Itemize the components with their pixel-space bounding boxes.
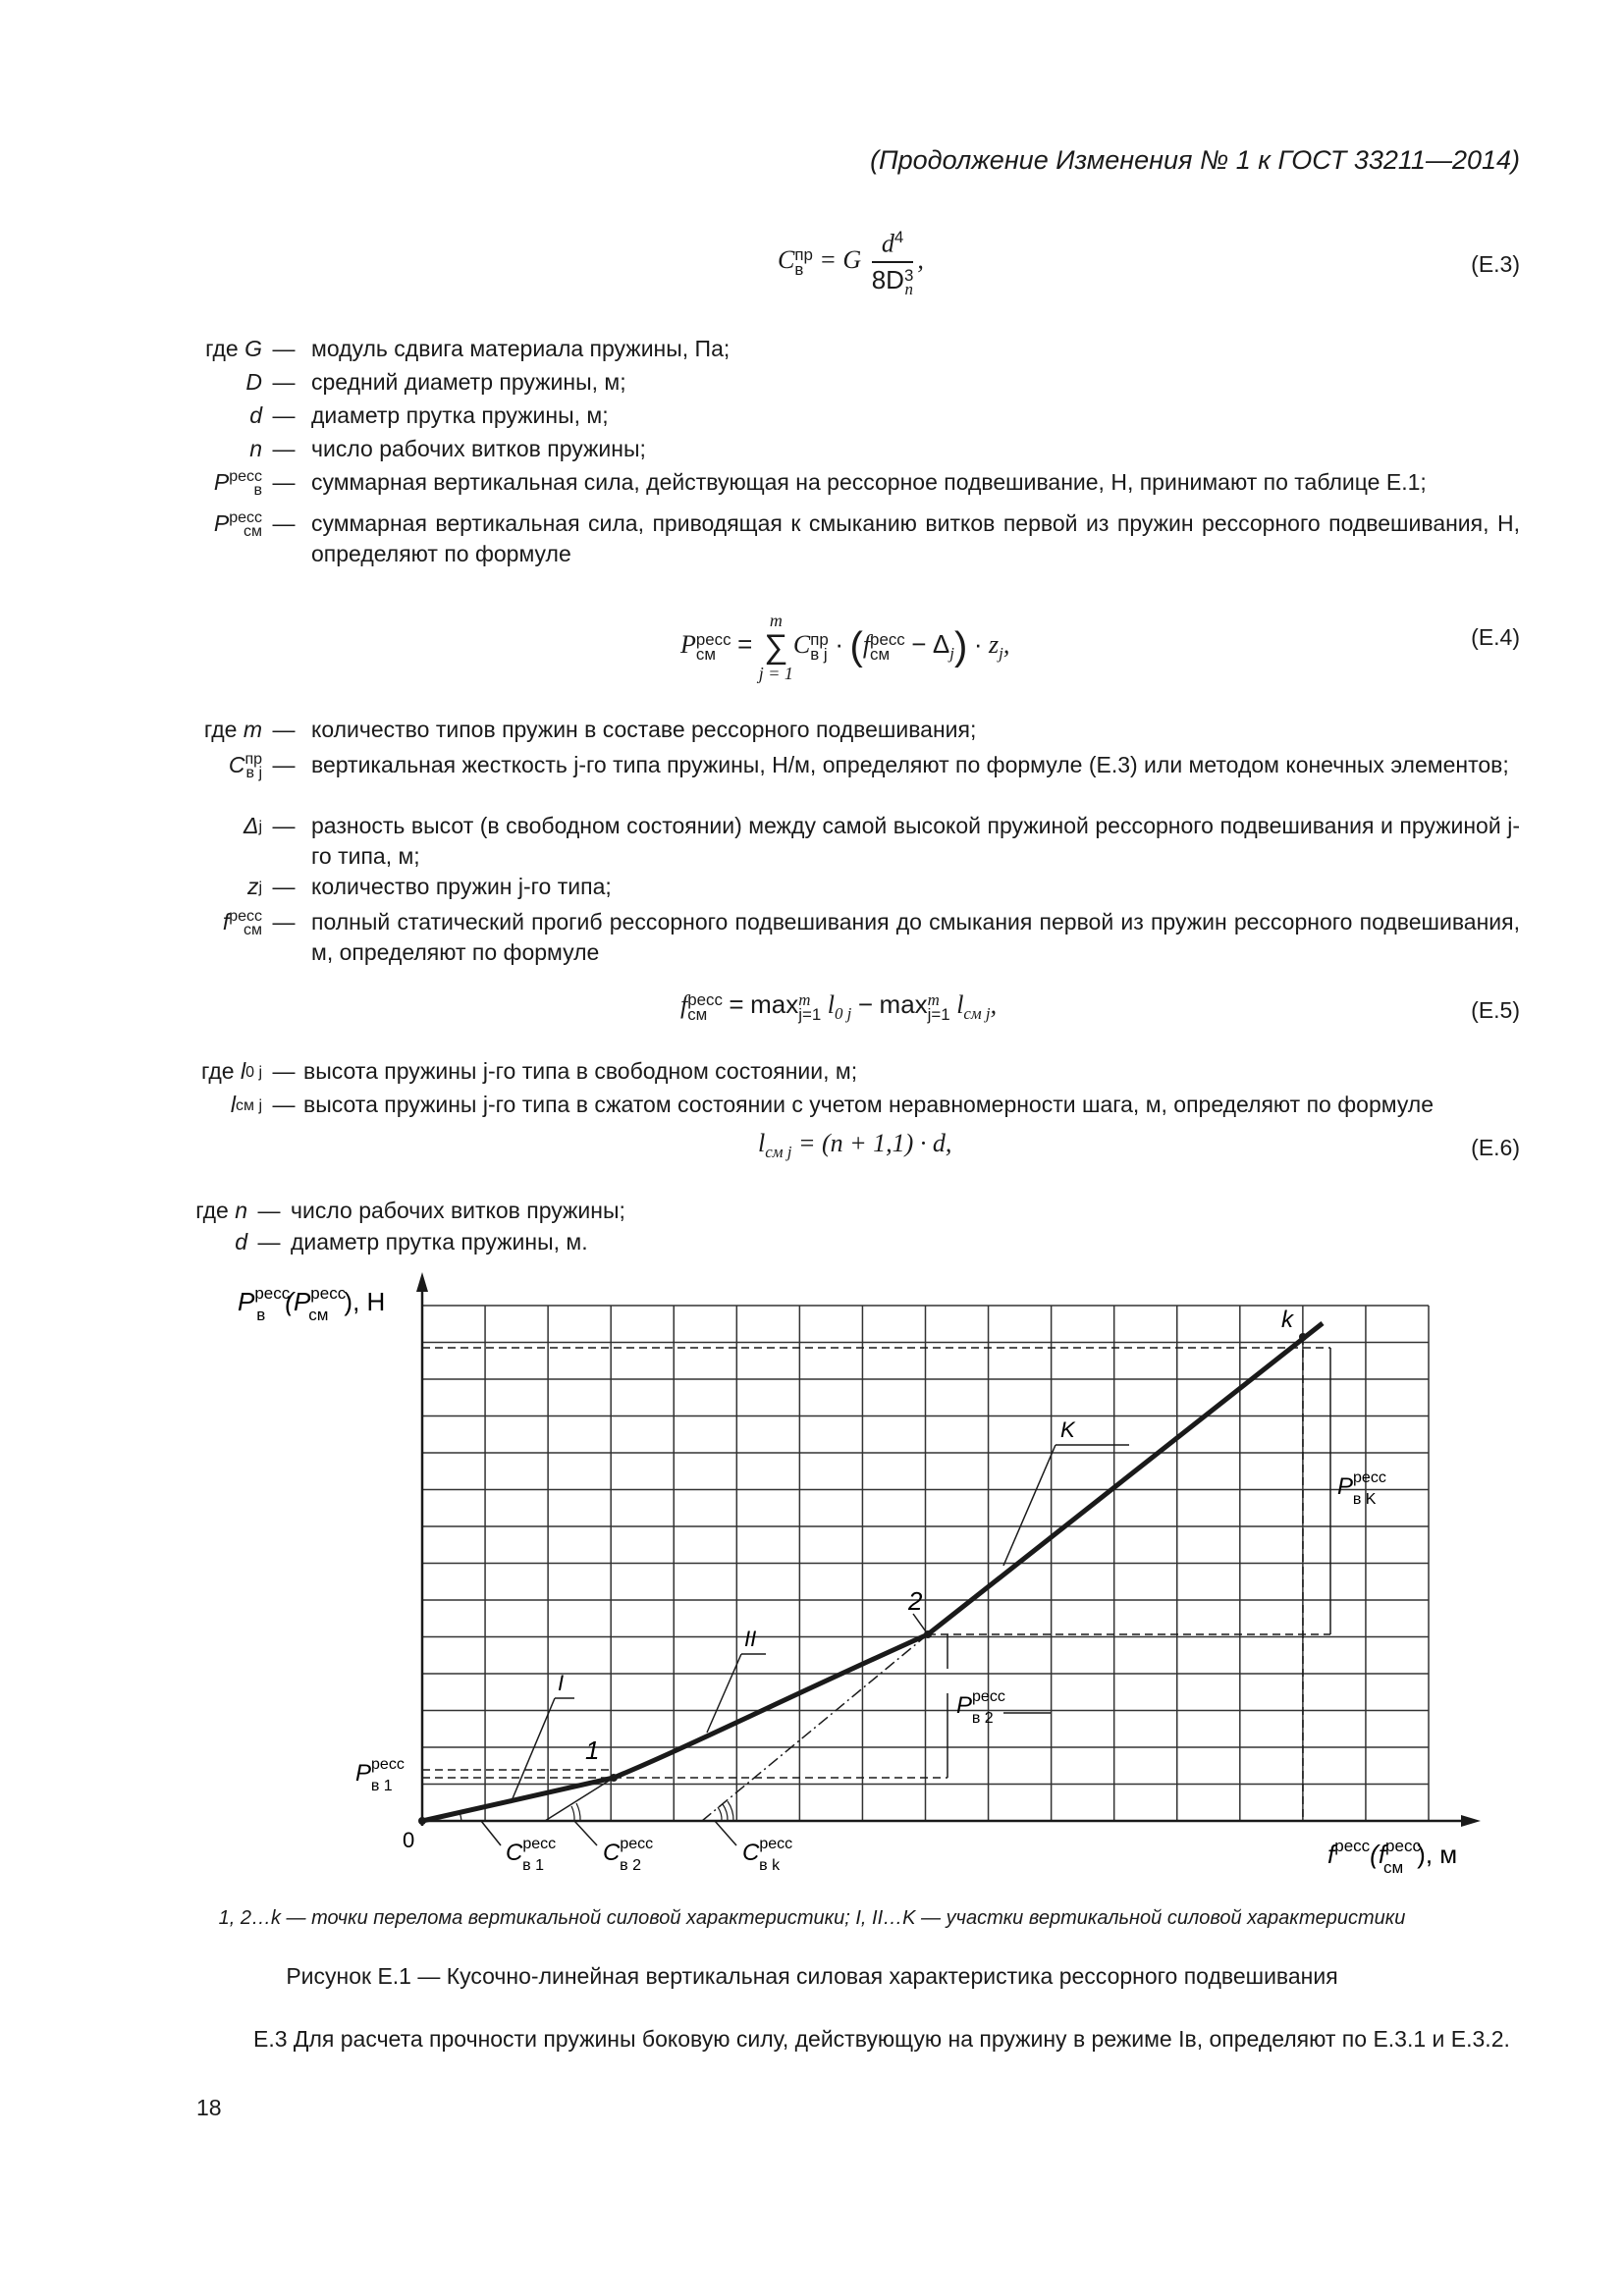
eq4-f-sub: см	[870, 645, 891, 664]
defs1-text: суммарная вертикальная сила, приводящая к смыканию витков первой из пружин рессорного подвешивания, Н, определяют по формуле	[311, 510, 1520, 566]
leader-ck	[715, 1821, 736, 1845]
eq3-number: (Е.3)	[1471, 251, 1520, 277]
defs1-symbol-3-symbol: n	[249, 436, 262, 461]
eq4-sum: m ∑ j = 1	[758, 611, 793, 683]
segment-1-label: I	[558, 1671, 565, 1695]
leader-c2	[574, 1821, 597, 1845]
eq3-lhs-sup: пр	[794, 244, 813, 264]
eq3-tail: ,	[917, 244, 924, 274]
c2-label: $C^{ресс}$ в 2	[603, 1836, 654, 1874]
eq4-lhs: P	[680, 629, 696, 659]
defs2-dash: —	[272, 752, 296, 777]
y-axis-arrow	[416, 1272, 428, 1292]
point-1-label: 1	[585, 1735, 600, 1765]
figure-caption: Рисунок Е.1 — Кусочно-линейная вертикальная силовая характеристика рессорного подвешивания	[286, 1963, 1338, 1989]
eq3-lhs-sub: в	[794, 259, 804, 279]
defs1-symbol-0-symbol: G	[244, 336, 262, 361]
defs1-symbol-1-symbol: D	[245, 369, 262, 395]
defs3-symbol-1-symbol: l	[230, 1092, 236, 1117]
defs2-symbol-1-sup: пр	[244, 750, 262, 768]
leader-c1	[481, 1821, 501, 1845]
defs4-symbol-1-symbol: d	[235, 1229, 247, 1255]
formula-e3	[778, 228, 924, 296]
eq5-max-1-sup: m	[798, 990, 811, 1010]
defs1-text: суммарная вертикальная сила, действующая на рессорное подвешивание, Н, принимают по таблице Е.1;	[311, 469, 1427, 495]
page-number: 18	[196, 2095, 222, 2120]
eq6-lhs: l	[758, 1129, 766, 1157]
eq4-f-sup: ресс	[870, 630, 905, 649]
formula-e6	[758, 1129, 951, 1162]
p1-label: $P^{ресс}$ в 1	[355, 1756, 405, 1794]
y-axis-label: $P^{ресс}$ в ($P^{ресс}$ см ), Н	[238, 1284, 386, 1324]
defs3-symbol-0-prefix: где	[201, 1058, 235, 1084]
defs2-text: количество пружин j-го типа;	[311, 874, 612, 899]
eq4-c-sub: в j	[810, 645, 828, 664]
defs2-symbol-4-scripts	[229, 907, 262, 938]
paragraph-e3: Е.3 Для расчета прочности пружины боковую силу, действующую на пружину в режиме Iв, определяют по Е.3.1 и Е.3.2.	[253, 2026, 1510, 2052]
defs2-text: полный статический прогиб рессорного подвешивания до смыкания первой из пружин рессорного подвешивания, м, определяют по формуле	[311, 909, 1520, 965]
defs1-dash: —	[272, 369, 296, 395]
characteristic-curve	[422, 1323, 1323, 1821]
defs2-symbol-2	[244, 813, 262, 838]
defs1-symbol-4-sup: ресс	[229, 467, 262, 485]
defs2-dash: —	[272, 874, 296, 899]
defs4-symbol-0	[195, 1198, 247, 1223]
eq3-den: 8D	[871, 264, 904, 294]
defs1-symbol-0	[205, 336, 262, 361]
defs1-text: средний диаметр пружины, м;	[311, 369, 626, 395]
defs3-symbol-1	[231, 1092, 262, 1117]
eq3-eq: = G	[819, 244, 862, 274]
defs2-symbol-3	[247, 874, 262, 899]
defs2-symbol-1-scripts	[244, 750, 262, 781]
defs2-symbol-0-prefix: где	[203, 717, 238, 742]
p2-label: $P^{ресс}$ в 2	[956, 1688, 1005, 1727]
defs1-sym-box	[214, 467, 262, 498]
eq3-lhs: C	[778, 244, 795, 274]
eq4-lhs-sup: ресс	[695, 630, 731, 649]
defs3-text: высота пружины j-го типа в сжатом состоянии с учетом неравномерности шага, м, определяют по формуле	[303, 1092, 1435, 1117]
eq5-lhs-sup: ресс	[687, 990, 723, 1010]
defs1-symbol-0-prefix: где	[205, 336, 239, 361]
defs1-symbol-4-sub: в	[253, 481, 262, 499]
defs1-sym-box	[245, 367, 262, 398]
defs2-symbol-2-scripts	[258, 818, 262, 835]
defs3-symbol-1-sub: см j	[236, 1096, 262, 1114]
defs2-symbol-0	[204, 717, 262, 742]
defs1-dash: —	[272, 402, 296, 428]
origin-label: 0	[403, 1828, 415, 1852]
eq6-number: (Е.6)	[1471, 1135, 1520, 1160]
defs2-symbol-3-symbol: z	[246, 874, 259, 899]
defs2-text: количество типов пружин в составе рессорного подвешивания;	[311, 717, 977, 742]
defs4-symbol-0-prefix: где	[195, 1198, 229, 1223]
eq4-delta: Δ	[932, 628, 950, 659]
point-1-marker	[610, 1774, 618, 1782]
x-axis-arrow	[1461, 1815, 1481, 1827]
defs1-symbol-4	[213, 467, 262, 499]
defs1-symbol-3	[249, 436, 262, 461]
defs2-text: разность высот (в свободном состоянии) между самой высокой пружиной рессорного подвешивания и пружиной j-го типа, м;	[311, 813, 1520, 869]
formula-e4: P ресс см = m ∑ j = 1 C пр в j · (f ресс см − $\Delta_j) \cdot z_j$,	[680, 611, 1010, 683]
segment-2-label: II	[744, 1627, 757, 1651]
eq5-max-1: max	[750, 989, 799, 1019]
eq4-z: z	[989, 629, 1000, 659]
defs2-symbol-0-symbol: m	[243, 717, 262, 742]
point-k-label: k	[1281, 1307, 1293, 1333]
defs2-symbol-1-sub: в j	[245, 764, 262, 781]
eq6-lhs-sub: см j	[765, 1143, 792, 1162]
defs3-symbol-0-sub: 0 j	[245, 1063, 262, 1081]
defs1-sym-box	[214, 508, 262, 539]
defs1-sym-box	[249, 434, 262, 464]
figure-legend: 1, 2…k — точки перелома вертикальной силовой характеристики; I, II…K — участки вертикальной силовой характеристики	[218, 1907, 1406, 1929]
arc-ck-a	[718, 1807, 722, 1821]
grid	[422, 1306, 1429, 1821]
eq4-c-sup: пр	[810, 630, 829, 649]
defs1-symbol-4-scripts	[229, 467, 262, 499]
eq5-max-2-sup: m	[927, 990, 940, 1010]
defs2-sym-box	[229, 750, 262, 780]
segment-k-label: K	[1060, 1417, 1075, 1442]
defs2-symbol-4-symbol: f	[222, 909, 230, 934]
formula-e5: f ресс см = max m j=1 $l_{0 j} - \max$ m j=1 $l_{см j}$,	[680, 989, 998, 1025]
defs1-symbol-1	[245, 369, 262, 395]
defs1-text: число рабочих витков пружины;	[311, 436, 646, 461]
eq3-den-sub: n	[904, 279, 913, 298]
defs1-symbol-5-sup: ресс	[229, 508, 262, 526]
eq5-max-1-sub: j=1	[798, 1005, 822, 1025]
defs1-dash: —	[272, 336, 296, 361]
defs2-symbol-4	[222, 907, 262, 938]
defs2-symbol-3-scripts	[258, 881, 262, 895]
eq3-num-sup: 4	[893, 228, 904, 246]
x-axis-label: $f^{ресс}(f^{ресс}$ см ), м	[1327, 1837, 1458, 1877]
defs1-symbol-5-sub: см	[244, 522, 262, 540]
defs4-text: число рабочих витков пружины;	[291, 1198, 625, 1223]
defs4-symbol-1	[235, 1229, 247, 1255]
defs4-text: диаметр прутка пружины, м.	[291, 1229, 588, 1255]
point-2-label: 2	[908, 1586, 923, 1616]
defs3-sym-box	[201, 1056, 262, 1087]
defs2-dash: —	[272, 813, 296, 838]
defs3-dash: —	[272, 1092, 296, 1117]
defs4-dash: —	[257, 1229, 281, 1255]
defs2-symbol-4-sub: см	[244, 921, 262, 938]
defs1-sym-box	[205, 334, 262, 364]
defs2-sym-box	[247, 872, 262, 902]
eq4-c: C	[792, 629, 811, 659]
eq3-den-sup: 3	[903, 265, 914, 285]
defs4-sym-box	[195, 1196, 247, 1226]
point-origin	[418, 1817, 426, 1825]
defs2-sym-box	[204, 715, 262, 745]
point-k-marker	[1299, 1333, 1307, 1341]
defs2-dash: —	[272, 717, 296, 742]
defs2-sym-box	[244, 811, 262, 841]
defs1-symbol-5	[213, 508, 262, 540]
defs2-text: вертикальная жесткость j-го типа пружины, Н/м, определяют по формуле (Е.3) или методом конечных элементов;	[311, 752, 1509, 777]
defs1-text: диаметр прутка пружины, м;	[311, 402, 609, 428]
defs4-sym-box	[235, 1227, 247, 1257]
eq5-lsm-sub: см j	[963, 1004, 991, 1024]
defs1-text: модуль сдвига материала пружины, Па;	[311, 336, 731, 361]
defs1-dash: —	[272, 436, 296, 461]
eq4-f: f	[862, 629, 871, 659]
defs2-symbol-3-sub: j	[258, 879, 262, 896]
pk-label: $P^{ресс}$ в K	[1337, 1469, 1386, 1508]
eq5-l0: l	[827, 990, 835, 1019]
defs2-symbol-2-symbol: Δ	[244, 813, 259, 838]
defs1-symbol-5-symbol: P	[213, 510, 230, 536]
eq3-fraction	[872, 228, 914, 296]
defs1-symbol-2	[249, 402, 262, 428]
eq4-delta-sub: j	[949, 644, 954, 664]
c1-label: $C^{ресс}$ в 1	[506, 1836, 557, 1874]
defs1-symbol-2-symbol: d	[249, 402, 262, 428]
eq4-number: (Е.4)	[1471, 624, 1520, 650]
running-header: (Продолжение Изменения № 1 к ГОСТ 33211—2014)	[870, 145, 1520, 175]
defs3-symbol-0	[201, 1058, 262, 1084]
defs4-dash: —	[257, 1198, 281, 1223]
leader-segk	[1003, 1445, 1056, 1566]
defs3-text: высота пружины j-го типа в свободном состоянии, м;	[303, 1058, 858, 1084]
eq5-lsm: l	[956, 990, 964, 1019]
eq4-sum-top: m	[769, 611, 783, 630]
defs3-dash: —	[272, 1058, 296, 1084]
defs2-symbol-1	[228, 750, 262, 781]
arc-ck-c	[728, 1801, 733, 1821]
defs3-symbol-1-scripts	[236, 1096, 262, 1114]
eq5-max-2-sub: j=1	[927, 1005, 950, 1025]
defs3-symbol-0-scripts	[245, 1063, 262, 1081]
defs1-symbol-4-symbol: P	[213, 469, 230, 495]
defs2-symbol-1-symbol: C	[228, 752, 245, 777]
arc-c2-b	[576, 1803, 580, 1821]
defs3-sym-box	[231, 1090, 262, 1120]
eq4-lhs-sub: см	[695, 645, 716, 664]
eq5-lhs: f	[680, 990, 688, 1019]
eq4-sum-bottom: j = 1	[758, 664, 793, 683]
eq4-z-sub: j	[999, 644, 1003, 664]
dashdot-k-extension	[702, 1634, 928, 1821]
eq3-num: d	[881, 229, 894, 258]
figure-e1-chart	[0, 1266, 1624, 1904]
defs1-dash: —	[272, 469, 296, 495]
eq5-l0-sub: 0 j	[834, 1004, 852, 1024]
eq5-number: (Е.5)	[1471, 997, 1520, 1023]
eq5-lhs-sub: см	[687, 1005, 708, 1025]
defs2-symbol-2-sub: j	[258, 818, 262, 835]
eq5-max-2: max	[879, 989, 928, 1019]
defs4-symbol-0-symbol: n	[235, 1198, 247, 1223]
defs1-sym-box	[249, 400, 262, 431]
defs2-symbol-4-sup: ресс	[229, 907, 262, 925]
ck-label: $C^{ресс}$ в k	[742, 1836, 793, 1874]
arc-c2-a	[571, 1806, 574, 1821]
defs2-dash: —	[272, 909, 296, 934]
arc-ck-b	[723, 1804, 728, 1821]
eq6-rhs: = (n + 1,1) · d,	[797, 1129, 952, 1157]
defs2-sym-box	[223, 907, 262, 937]
defs1-symbol-5-scripts	[229, 508, 262, 540]
defs3-symbol-0-symbol: l	[240, 1058, 246, 1084]
defs1-dash: —	[272, 510, 296, 536]
